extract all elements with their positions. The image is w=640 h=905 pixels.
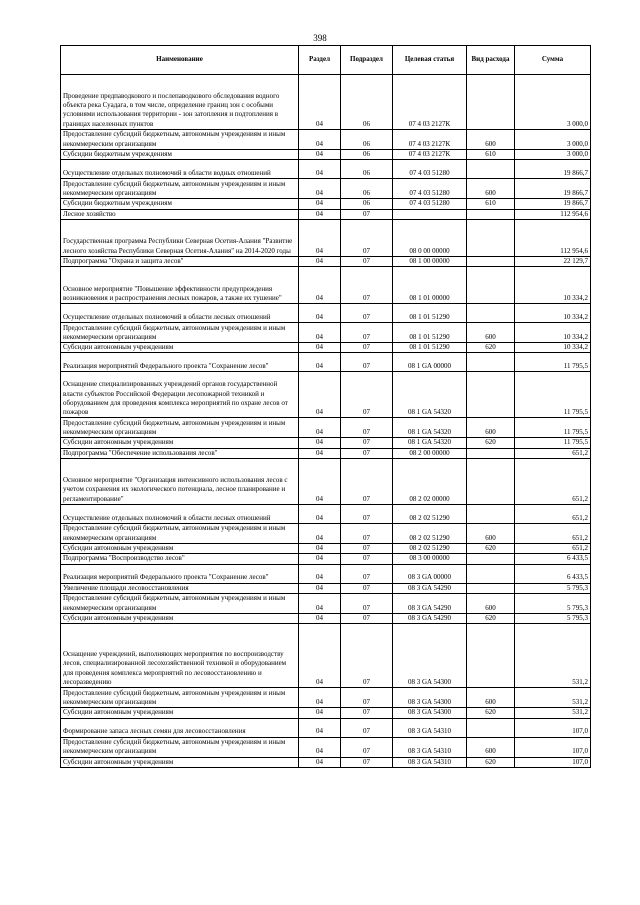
cell-expense-type xyxy=(467,160,515,179)
cell-subsection: 07 xyxy=(341,737,393,757)
cell-expense-type xyxy=(467,583,515,593)
cell-target-item: 08 1 01 51290 xyxy=(393,323,467,343)
cell-name: Субсидии автономным учреждениям xyxy=(61,544,299,554)
table-row xyxy=(61,130,591,150)
cell-subsection: 07 xyxy=(341,718,393,737)
table-row xyxy=(61,708,591,718)
cell-name: Субсидии автономным учреждениям xyxy=(61,343,299,353)
cell-target-item: 08 1 01 51290 xyxy=(393,304,467,323)
cell-target-item: 08 1 GA 54320 xyxy=(393,372,467,418)
cell-name: Субсидии автономным учреждениям xyxy=(61,757,299,767)
cell-target-item: 08 3 GA 54290 xyxy=(393,583,467,593)
cell-amount: 531,2 xyxy=(515,624,591,688)
cell-section: 04 xyxy=(299,718,341,737)
cell-amount: 651,2 xyxy=(515,505,591,524)
cell-expense-type: 620 xyxy=(467,757,515,767)
cell-subsection: 07 xyxy=(341,418,393,438)
cell-target-item: 08 3 GA 54310 xyxy=(393,757,467,767)
cell-target-item: 07 4 03 51280 xyxy=(393,179,467,199)
budget-table xyxy=(60,45,591,768)
cell-target-item: 08 1 GA 00000 xyxy=(393,353,467,372)
cell-name: Реализация мероприятий Федерального проекта "Сохранение лесов" xyxy=(61,353,299,372)
header-section: Раздел xyxy=(299,46,341,75)
cell-subsection: 07 xyxy=(341,613,393,623)
cell-amount: 6 433,5 xyxy=(515,554,591,564)
cell-target-item: 08 0 00 00000 xyxy=(393,219,467,256)
cell-name: Субсидии бюджетным учреждениям xyxy=(61,150,299,160)
table-row xyxy=(61,459,591,505)
cell-amount: 651,2 xyxy=(515,544,591,554)
cell-subsection: 06 xyxy=(341,160,393,179)
cell-target-item xyxy=(393,209,467,219)
cell-target-item: 08 3 GA 54290 xyxy=(393,613,467,623)
table-body xyxy=(61,75,591,768)
cell-name: Предоставление субсидий бюджетным, автономным учреждениям и иным некоммерческим организациям xyxy=(61,688,299,708)
table-row xyxy=(61,757,591,767)
cell-amount: 10 334,2 xyxy=(515,343,591,353)
cell-expense-type: 600 xyxy=(467,418,515,438)
cell-expense-type: 600 xyxy=(467,323,515,343)
cell-section: 04 xyxy=(299,75,341,130)
cell-name: Предоставление субсидий бюджетным, автономным учреждениям и иным некоммерческим организациям xyxy=(61,179,299,199)
cell-subsection: 07 xyxy=(341,524,393,544)
cell-expense-type xyxy=(467,219,515,256)
cell-target-item: 07 4 03 51280 xyxy=(393,199,467,209)
table-row xyxy=(61,593,591,613)
cell-target-item: 07 4 03 2127К xyxy=(393,150,467,160)
cell-subsection: 06 xyxy=(341,150,393,160)
cell-amount: 5 795,3 xyxy=(515,583,591,593)
cell-name: Предоставление субсидий бюджетным, автономным учреждениям и иным некоммерческим организациям xyxy=(61,593,299,613)
cell-amount: 3 000,0 xyxy=(515,130,591,150)
table-row xyxy=(61,554,591,564)
table-row xyxy=(61,624,591,688)
cell-expense-type xyxy=(467,564,515,583)
cell-section: 04 xyxy=(299,524,341,544)
cell-name: Осуществление отдельных полномочий в области лесных отношений xyxy=(61,505,299,524)
table-row xyxy=(61,323,591,343)
cell-section: 04 xyxy=(299,323,341,343)
cell-subsection: 07 xyxy=(341,624,393,688)
cell-expense-type xyxy=(467,554,515,564)
cell-target-item: 08 3 GA 54300 xyxy=(393,624,467,688)
cell-amount: 107,0 xyxy=(515,757,591,767)
cell-name: Лесное хозяйство xyxy=(61,209,299,219)
cell-name: Государственная программа Республики Северная Осетия-Алания "Развитие лесного хозяйства Республики Северная Осетия-Алания" на 2014-2020 годы xyxy=(61,219,299,256)
cell-target-item: 07 4 03 2127К xyxy=(393,130,467,150)
cell-name: Оснащение специализированных учреждений органов государственной власти субъектов Российской Федерации лесопожарной техникой и оборудованием для проведения комплекса мероприятий по охране лесов от пожаров xyxy=(61,372,299,418)
cell-amount: 19 866,7 xyxy=(515,179,591,199)
cell-expense-type xyxy=(467,624,515,688)
cell-section: 04 xyxy=(299,505,341,524)
cell-target-item: 08 3 GA 54290 xyxy=(393,593,467,613)
cell-expense-type: 600 xyxy=(467,524,515,544)
cell-name: Оснащение учреждений, выполняющих мероприятия по воспроизводству лесов, специализированной лесохозяйственной техникой и оборудованием для проведения комплекса мероприятий по лесовосстановлению и лесоразведению xyxy=(61,624,299,688)
cell-target-item: 08 1 GA 54320 xyxy=(393,438,467,448)
cell-section: 04 xyxy=(299,267,341,304)
cell-amount: 19 866,7 xyxy=(515,199,591,209)
cell-name: Предоставление субсидий бюджетным, автономным учреждениям и иным некоммерческим организациям xyxy=(61,418,299,438)
table-header-row xyxy=(61,46,591,75)
cell-subsection: 07 xyxy=(341,708,393,718)
cell-amount: 3 000,0 xyxy=(515,75,591,130)
cell-name: Проведение предпаводкового и послепаводкового обследования водного объекта река Суадага, в том числе, определение границ зон с особыми условиями использования территории - зон затопления и подтопления в границах населенных пунктов xyxy=(61,75,299,130)
table-row xyxy=(61,75,591,130)
cell-target-item: 08 1 01 51290 xyxy=(393,343,467,353)
cell-section: 04 xyxy=(299,708,341,718)
cell-name: Субсидии автономным учреждениям xyxy=(61,438,299,448)
cell-target-item: 07 4 03 51280 xyxy=(393,160,467,179)
cell-expense-type: 620 xyxy=(467,438,515,448)
table-row xyxy=(61,353,591,372)
cell-name: Субсидии бюджетным учреждениям xyxy=(61,199,299,209)
cell-section: 04 xyxy=(299,613,341,623)
cell-expense-type xyxy=(467,372,515,418)
cell-expense-type: 620 xyxy=(467,708,515,718)
cell-target-item: 08 2 02 51290 xyxy=(393,544,467,554)
cell-amount: 651,2 xyxy=(515,459,591,505)
cell-name: Основное мероприятие "Организация интенсивного использования лесов с учетом сохранения их экологического потенциала, лесное планирование и регламентирование" xyxy=(61,459,299,505)
cell-target-item: 08 2 02 51290 xyxy=(393,524,467,544)
cell-section: 04 xyxy=(299,688,341,708)
header-expense-type: Вид расхода xyxy=(467,46,515,75)
cell-name: Осуществление отдельных полномочий в области водных отношений xyxy=(61,160,299,179)
cell-name: Предоставление субсидий бюджетным, автономным учреждениям и иным некоммерческим организациям xyxy=(61,323,299,343)
cell-expense-type: 610 xyxy=(467,150,515,160)
cell-section: 04 xyxy=(299,418,341,438)
cell-amount: 3 000,0 xyxy=(515,150,591,160)
table-row xyxy=(61,267,591,304)
cell-subsection: 07 xyxy=(341,209,393,219)
cell-section: 04 xyxy=(299,544,341,554)
cell-name: Субсидии автономным учреждениям xyxy=(61,708,299,718)
cell-amount: 531,2 xyxy=(515,708,591,718)
cell-target-item: 08 3 GA 54300 xyxy=(393,688,467,708)
cell-section: 04 xyxy=(299,593,341,613)
cell-subsection: 07 xyxy=(341,583,393,593)
cell-expense-type xyxy=(467,75,515,130)
cell-amount: 112 954,6 xyxy=(515,219,591,256)
cell-expense-type: 600 xyxy=(467,593,515,613)
cell-amount: 6 433,5 xyxy=(515,564,591,583)
cell-subsection: 07 xyxy=(341,372,393,418)
table-row xyxy=(61,160,591,179)
cell-amount: 651,2 xyxy=(515,448,591,458)
cell-section: 04 xyxy=(299,448,341,458)
header-amount: Сумма xyxy=(515,46,591,75)
cell-section: 04 xyxy=(299,757,341,767)
cell-expense-type xyxy=(467,448,515,458)
table-row xyxy=(61,505,591,524)
table-row xyxy=(61,524,591,544)
cell-section: 04 xyxy=(299,372,341,418)
cell-subsection: 07 xyxy=(341,256,393,266)
cell-target-item: 08 1 01 00000 xyxy=(393,267,467,304)
cell-amount: 651,2 xyxy=(515,524,591,544)
cell-subsection: 07 xyxy=(341,343,393,353)
page-number: 398 xyxy=(313,33,327,43)
table-row xyxy=(61,544,591,554)
cell-name: Субсидии автономным учреждениям xyxy=(61,613,299,623)
cell-name: Подпрограмма "Воспроизводство лесов" xyxy=(61,554,299,564)
cell-name: Предоставление субсидий бюджетным, автономным учреждениям и иным некоммерческим организациям xyxy=(61,524,299,544)
cell-subsection: 07 xyxy=(341,267,393,304)
table-row xyxy=(61,418,591,438)
table-row xyxy=(61,304,591,323)
cell-subsection: 06 xyxy=(341,179,393,199)
cell-section: 04 xyxy=(299,199,341,209)
table-row xyxy=(61,438,591,448)
cell-subsection: 07 xyxy=(341,593,393,613)
cell-expense-type: 600 xyxy=(467,179,515,199)
cell-expense-type: 620 xyxy=(467,544,515,554)
cell-subsection: 06 xyxy=(341,199,393,209)
cell-name: Формирование запаса лесных семян для лесовосстановления xyxy=(61,718,299,737)
cell-subsection: 06 xyxy=(341,75,393,130)
table-row xyxy=(61,343,591,353)
cell-amount: 11 795,5 xyxy=(515,438,591,448)
cell-subsection: 07 xyxy=(341,564,393,583)
cell-subsection: 07 xyxy=(341,757,393,767)
cell-expense-type xyxy=(467,256,515,266)
cell-target-item: 08 1 00 00000 xyxy=(393,256,467,266)
table-row xyxy=(61,150,591,160)
cell-subsection: 07 xyxy=(341,459,393,505)
cell-section: 04 xyxy=(299,160,341,179)
cell-target-item: 08 1 GA 54320 xyxy=(393,418,467,438)
cell-subsection: 07 xyxy=(341,219,393,256)
cell-subsection: 07 xyxy=(341,353,393,372)
table-row xyxy=(61,737,591,757)
cell-section: 04 xyxy=(299,256,341,266)
table-row xyxy=(61,179,591,199)
header-subsection: Подраздел xyxy=(341,46,393,75)
table-row xyxy=(61,613,591,623)
cell-expense-type xyxy=(467,505,515,524)
cell-target-item: 08 2 00 00000 xyxy=(393,448,467,458)
cell-section: 04 xyxy=(299,343,341,353)
cell-expense-type xyxy=(467,267,515,304)
cell-subsection: 07 xyxy=(341,544,393,554)
cell-amount: 10 334,2 xyxy=(515,323,591,343)
table-row xyxy=(61,372,591,418)
table-row xyxy=(61,209,591,219)
cell-section: 04 xyxy=(299,737,341,757)
cell-subsection: 07 xyxy=(341,323,393,343)
cell-name: Подпрограмма "Охрана и защита лесов" xyxy=(61,256,299,266)
cell-subsection: 07 xyxy=(341,688,393,708)
cell-section: 04 xyxy=(299,554,341,564)
cell-target-item: 08 3 GA 54310 xyxy=(393,718,467,737)
cell-section: 04 xyxy=(299,624,341,688)
cell-expense-type: 600 xyxy=(467,737,515,757)
cell-amount: 11 795,5 xyxy=(515,372,591,418)
table-row xyxy=(61,688,591,708)
cell-target-item: 08 3 GA 54300 xyxy=(393,708,467,718)
cell-section: 04 xyxy=(299,209,341,219)
header-target-item: Целевая статья xyxy=(393,46,467,75)
cell-name: Предоставление субсидий бюджетным, автономным учреждениям и иным некоммерческим организациям xyxy=(61,130,299,150)
cell-name: Подпрограмма "Обеспечение использования лесов" xyxy=(61,448,299,458)
cell-expense-type: 600 xyxy=(467,688,515,708)
table-row xyxy=(61,199,591,209)
cell-target-item: 08 3 GA 00000 xyxy=(393,564,467,583)
cell-amount: 11 795,5 xyxy=(515,353,591,372)
cell-section: 04 xyxy=(299,219,341,256)
cell-amount: 531,2 xyxy=(515,688,591,708)
cell-section: 04 xyxy=(299,150,341,160)
cell-amount: 22 129,7 xyxy=(515,256,591,266)
cell-amount: 10 334,2 xyxy=(515,267,591,304)
cell-amount: 107,0 xyxy=(515,737,591,757)
cell-name: Предоставление субсидий бюджетным, автономным учреждениям и иным некоммерческим организациям xyxy=(61,737,299,757)
cell-subsection: 07 xyxy=(341,448,393,458)
cell-expense-type xyxy=(467,304,515,323)
cell-target-item: 08 2 02 51290 xyxy=(393,505,467,524)
header-name: Наименование xyxy=(61,46,299,75)
cell-subsection: 07 xyxy=(341,438,393,448)
cell-subsection: 07 xyxy=(341,304,393,323)
cell-expense-type: 620 xyxy=(467,343,515,353)
cell-section: 04 xyxy=(299,583,341,593)
cell-section: 04 xyxy=(299,438,341,448)
table-row xyxy=(61,256,591,266)
cell-name: Осуществление отдельных полномочий в области лесных отношений xyxy=(61,304,299,323)
cell-expense-type: 610 xyxy=(467,199,515,209)
cell-amount: 11 795,5 xyxy=(515,418,591,438)
cell-expense-type xyxy=(467,353,515,372)
table-row xyxy=(61,564,591,583)
cell-section: 04 xyxy=(299,564,341,583)
cell-name: Реализация мероприятий Федерального проекта "Сохранение лесов" xyxy=(61,564,299,583)
cell-subsection: 06 xyxy=(341,130,393,150)
cell-name: Основное мероприятие "Повышение эффективности предупреждения возникновения и распространения лесных пожаров, а также их тушение" xyxy=(61,267,299,304)
cell-subsection: 07 xyxy=(341,505,393,524)
cell-section: 04 xyxy=(299,459,341,505)
cell-amount: 5 795,3 xyxy=(515,613,591,623)
table-row xyxy=(61,583,591,593)
cell-target-item: 08 3 GA 54310 xyxy=(393,737,467,757)
table-row xyxy=(61,448,591,458)
cell-target-item: 08 2 02 00000 xyxy=(393,459,467,505)
cell-amount: 112 954,6 xyxy=(515,209,591,219)
cell-amount: 19 866,7 xyxy=(515,160,591,179)
cell-section: 04 xyxy=(299,353,341,372)
cell-section: 04 xyxy=(299,179,341,199)
cell-amount: 5 795,3 xyxy=(515,593,591,613)
cell-section: 04 xyxy=(299,130,341,150)
cell-amount: 107,0 xyxy=(515,718,591,737)
cell-target-item: 08 3 00 00000 xyxy=(393,554,467,564)
cell-expense-type xyxy=(467,209,515,219)
cell-name: Увеличение площади лесовосстановления xyxy=(61,583,299,593)
cell-target-item: 07 4 03 2127К xyxy=(393,75,467,130)
cell-expense-type xyxy=(467,718,515,737)
cell-expense-type: 620 xyxy=(467,613,515,623)
cell-expense-type: 600 xyxy=(467,130,515,150)
cell-expense-type xyxy=(467,459,515,505)
table-row xyxy=(61,219,591,256)
cell-section: 04 xyxy=(299,304,341,323)
cell-amount: 10 334,2 xyxy=(515,304,591,323)
table-row xyxy=(61,718,591,737)
cell-subsection: 07 xyxy=(341,554,393,564)
